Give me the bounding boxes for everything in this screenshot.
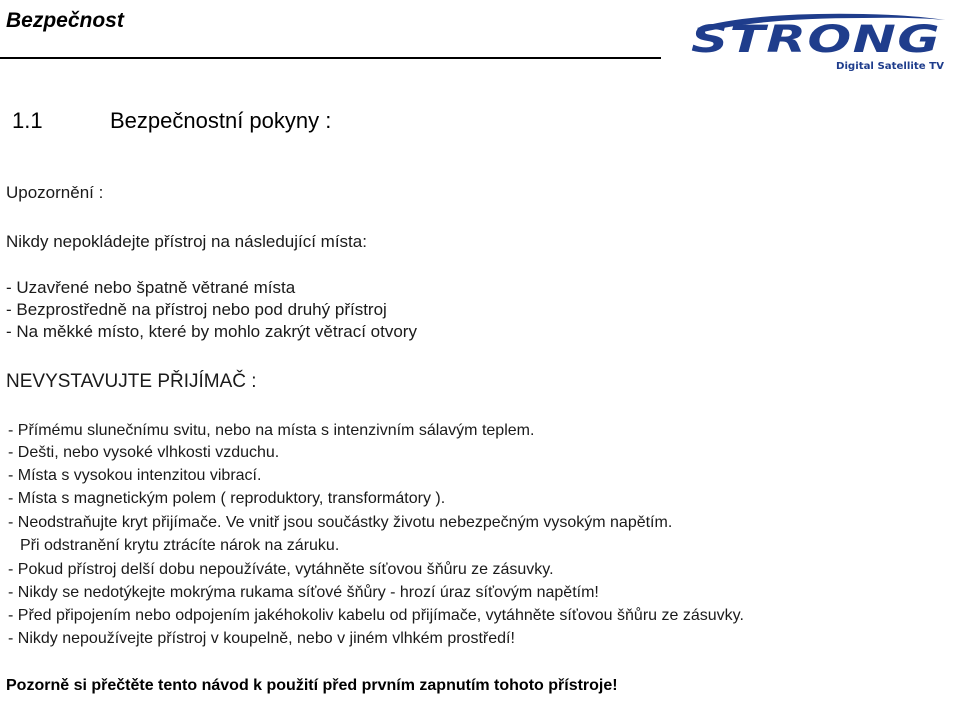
section-number: 1.1 — [12, 108, 43, 133]
intro-text: Nikdy nepokládejte přístroj na následující místa: — [6, 232, 367, 251]
receiver-item: - Neodstraňujte kryt přijímače. Ve vnitř jsou součástky životu nebezpečným vysokým napětím. — [8, 514, 673, 531]
receiver-item: - Nikdy se nedotýkejte mokrýma rukama síťové šňůry - hrozí úraz síťovým napětím! — [8, 584, 599, 601]
section-title: Bezpečnostní pokyny : — [110, 108, 332, 133]
svg-text:Digital Satellite TV: Digital Satellite TV — [836, 61, 945, 72]
header-divider — [0, 57, 661, 59]
place-item: - Uzavřené nebo špatně větrané místa — [6, 278, 296, 297]
strong-logo — [683, 6, 948, 72]
receiver-item: - Místa s magnetickým polem ( reproduktory, transformátory ). — [8, 490, 446, 507]
receiver-heading: NEVYSTAVUJTE PŘIJÍMAČ : — [6, 371, 257, 392]
receiver-item: - Přímému slunečnímu svitu, nebo na místa s intenzivním sálavým teplem. — [8, 422, 535, 439]
receiver-item: - Před připojením nebo odpojením jakéhokoliv kabelu od přijímače, vytáhněte síťovou šňůru ze zásuvky. — [8, 607, 744, 624]
receiver-item: - Nikdy nepoužívejte přístroj v koupelně, nebo v jiném vlhkém prostředí! — [8, 630, 515, 647]
receiver-item: - Pokud přístroj delší dobu nepoužíváte, vytáhněte síťovou šňůru ze zásuvky. — [8, 561, 554, 578]
svg-text:STRONG: STRONG — [691, 18, 941, 61]
receiver-item: - Místa s vysokou intenzitou vibrací. — [8, 467, 262, 484]
place-item: - Na měkké místo, které by mohlo zakrýt větrací otvory — [6, 322, 417, 341]
receiver-item: Při odstranění krytu ztrácíte nárok na záruku. — [20, 537, 340, 554]
page-header-title: Bezpečnost — [6, 9, 124, 32]
warning-heading: Upozornění : — [6, 183, 104, 202]
footer-note: Pozorně si přečtěte tento návod k použití před prvním zapnutím tohoto přístroje! — [6, 677, 618, 694]
receiver-item: - Dešti, nebo vysoké vlhkosti vzduchu. — [8, 444, 280, 461]
place-item: - Bezprostředně na přístroj nebo pod druhý přístroj — [6, 300, 387, 319]
